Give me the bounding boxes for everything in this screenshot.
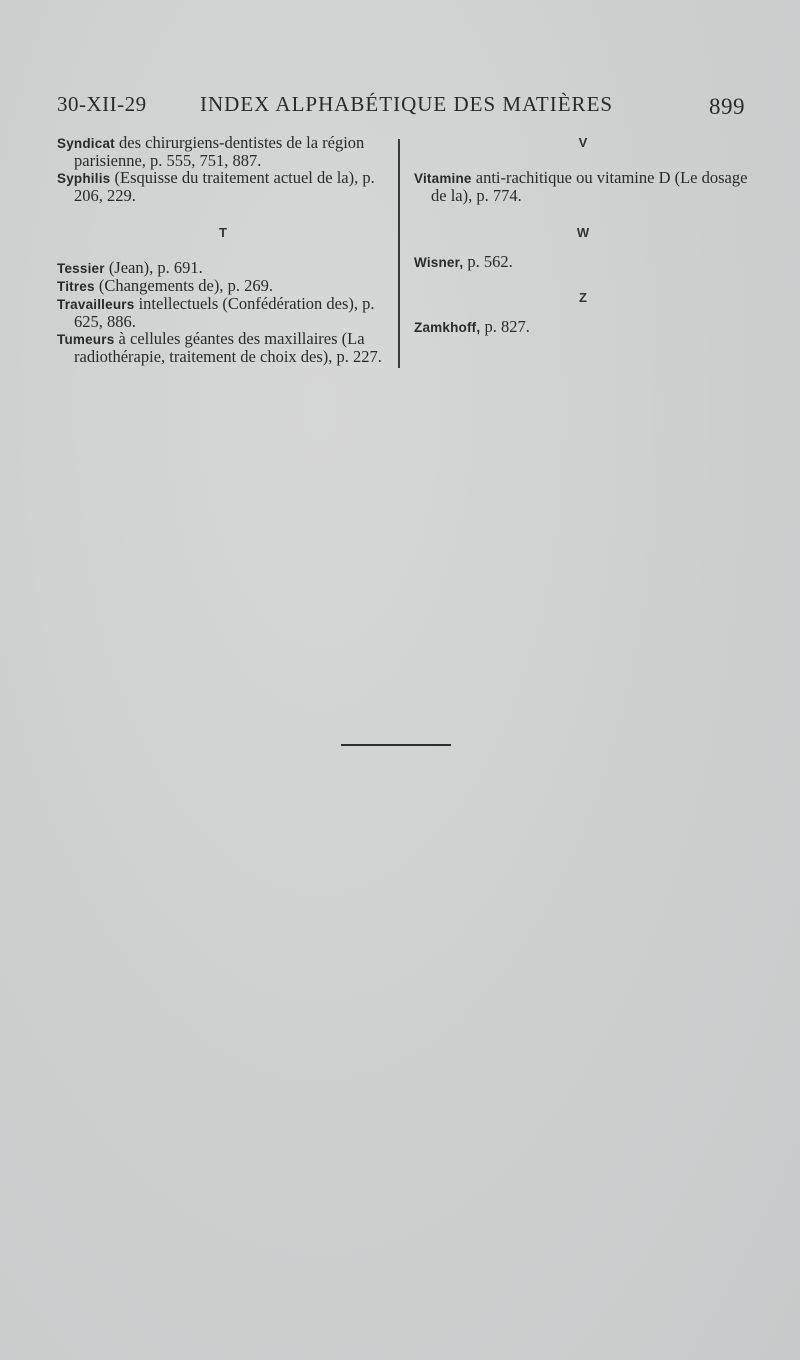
index-entry [57, 330, 389, 365]
index-entry [414, 253, 752, 271]
section-letter-z: Z [579, 290, 587, 305]
section-letter-t: T [219, 225, 227, 240]
index-entry [57, 295, 389, 330]
entry-keyword: Syphilis [57, 171, 111, 186]
header-date: 30-XII-29 [57, 92, 147, 116]
index-entry [57, 134, 389, 169]
entry-text: p. 562. [467, 252, 513, 271]
entry-keyword: Vitamine [414, 171, 472, 186]
entry-text: anti-rachitique ou vitamine D (Le dosage de la), p. 774. [431, 168, 748, 205]
index-column-left [57, 134, 389, 365]
entry-text: des chirurgiens-dentistes de la région parisienne, p. 555, 751, 887. [74, 133, 365, 170]
index-entry [57, 169, 389, 204]
page-number: 899 [709, 94, 745, 119]
entry-text: (Esquisse du traitement actuel de la), p. 206, 229. [74, 168, 375, 205]
entry-keyword: Wisner, [414, 255, 464, 270]
index-column-right [414, 134, 752, 336]
section-letter-v: V [578, 135, 588, 150]
index-entry [57, 259, 389, 277]
index-entry [414, 318, 752, 336]
entry-text: (Jean), p. 691. [108, 258, 203, 277]
index-entry [414, 169, 752, 204]
end-rule [341, 744, 451, 746]
entry-keyword: Titres [57, 279, 95, 294]
entry-text: (Changements de), p. 269. [98, 276, 273, 295]
running-header [57, 90, 745, 120]
entry-keyword: Zamkhoff, [414, 320, 481, 335]
entry-text: p. 827. [484, 317, 530, 336]
index-entry [57, 277, 389, 295]
entry-keyword: Travailleurs [57, 297, 135, 312]
entry-text: à cellules géantes des maxillaires (La radiothérapie, traitement de choix des), p. 227. [74, 329, 382, 366]
entry-text: intellectuels (Confédération des), p. 625, 886. [74, 294, 375, 331]
section-letter-w: W [576, 225, 590, 240]
column-divider [398, 139, 400, 368]
header-title: INDEX ALPHABÉTIQUE DES MATIÈRES [200, 92, 614, 116]
entry-keyword: Tumeurs [57, 332, 115, 347]
entry-keyword: Syndicat [57, 136, 115, 151]
entry-keyword: Tessier [57, 261, 105, 276]
